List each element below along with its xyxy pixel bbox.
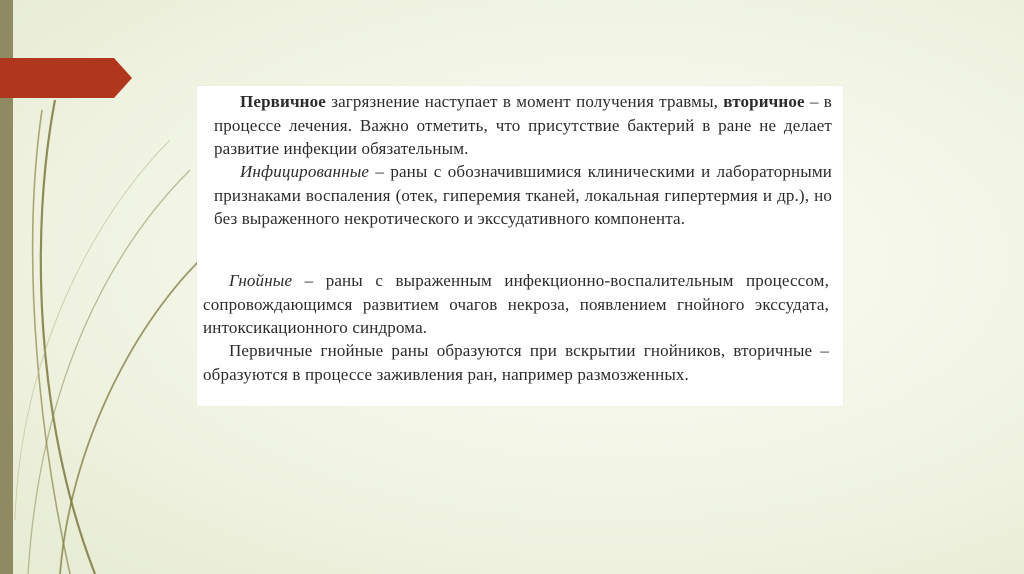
paragraph-text: загрязнение наступает в момент получения травмы, (325, 92, 724, 111)
paragraph-primary-purulent (203, 339, 829, 386)
paragraph-text: – в процессе лечения. Важно отметить, что присутствие бактерий в ране не делает развитие инфекции обязательным. (214, 92, 832, 158)
term-infected: Инфицированные (240, 162, 370, 181)
paragraph-primary-contamination (214, 90, 832, 161)
paragraph-infected-wounds (214, 160, 832, 231)
paragraph-purulent-wounds (203, 269, 829, 340)
term-primary: Первичное (240, 92, 326, 111)
paragraph-text: – раны с выраженным инфекционно-воспалительным процессом, сопровождающимся развитием очагов некроза, появлением гнойного экссудата, интоксикационного синдрома. (203, 271, 829, 337)
term-secondary: вторичное (723, 92, 805, 111)
term-purulent: Гнойные (229, 271, 293, 290)
paragraph-text: Первичные гнойные раны образуются при вскрытии гнойников, вторичные – образуются в процессе заживления ран, например размозженных. (203, 341, 829, 384)
red-chevron-tab-icon (0, 58, 132, 98)
document-scan (197, 86, 843, 406)
paragraph-text: – раны с обозначившимися клиническими и лабораторными признаками воспаления (отек, гиперемия тканей, локальная гипертермия и др.), но без выраженного некротического и экссудативного компонента. (214, 162, 832, 228)
